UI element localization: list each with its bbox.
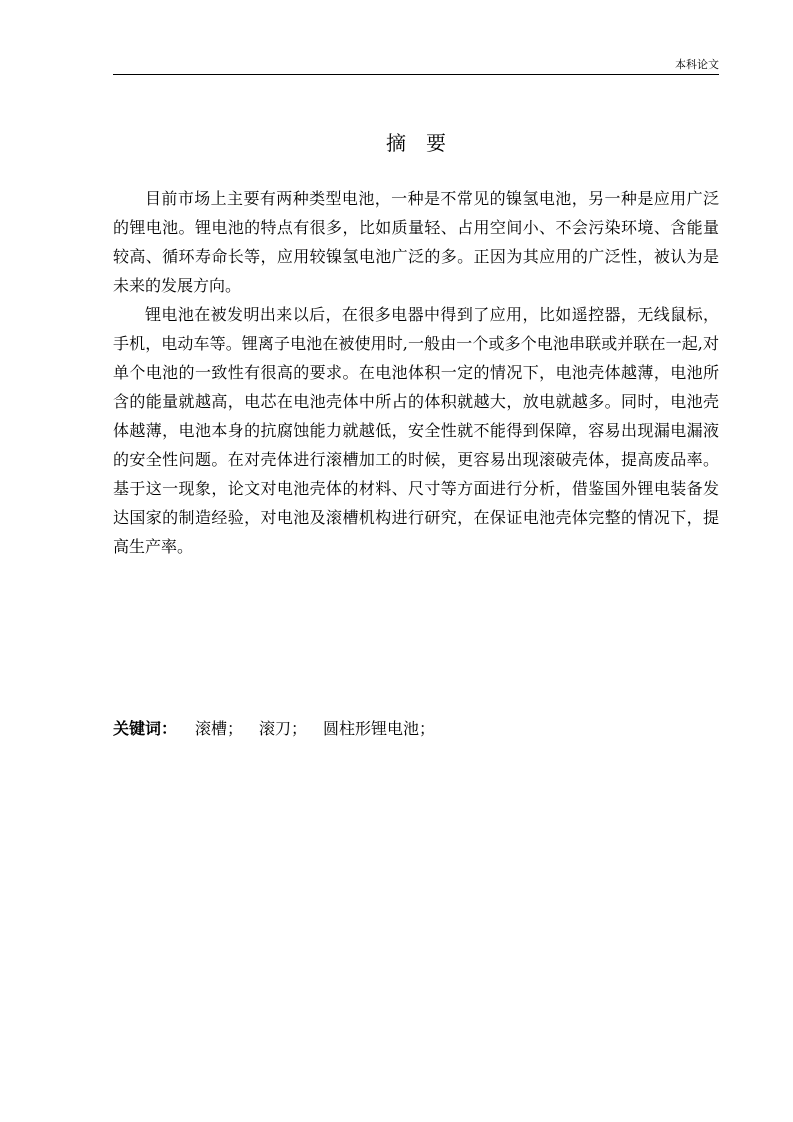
abstract-title: 摘 要 bbox=[386, 131, 446, 155]
keywords-label: 关键词： bbox=[113, 719, 178, 738]
abstract-body bbox=[113, 184, 719, 561]
keywords-line bbox=[113, 717, 719, 741]
abstract-paragraph-1: 目前市场上主要有两种类型电池，一种是不常见的镍氢电池，另一种是应用广泛的锂电池。锂电池的特点有很多，比如质量轻、占用空间小、不会污染环境、含能量较高、循环寿命长等，应用较镍氢电池广泛的多。正因为其应用的广泛性，被认为是未来的发展方向。 bbox=[113, 189, 719, 295]
running-header bbox=[113, 58, 719, 75]
keyword-item: 滚刀； bbox=[259, 719, 308, 738]
abstract-paragraph-2: 锂电池在被发明出来以后，在很多电器中得到了应用，比如遥控器，无线鼠标，手机，电动车等。锂离子电池在被使用时,一般由一个或多个电池串联或并联在一起,对单个电池的一致性有很高的要求。在电池体积一定的情况下，电池壳体越薄，电池所含的能量就越高，电芯在电池壳体中所占的体积就越大，放电就越多。同时，电池壳体越薄，电池本身的抗腐蚀能力就越低，安全性就不能得到保障，容易出现漏电漏液的安全性问题。在对壳体进行滚槽加工的时候，更容易出现滚破壳体，提高废品率。基于这一现象，论文对电池壳体的材料、尺寸等方面进行分析，借鉴国外锂电装备发达国家的制造经验，对电池及滚槽机构进行研究，在保证电池壳体完整的情况下，提高生产率。 bbox=[113, 305, 719, 556]
keyword-item: 圆柱形锂电池； bbox=[323, 719, 436, 738]
running-header-title: 本科论文 bbox=[675, 58, 719, 71]
keyword-item: 滚槽； bbox=[195, 719, 244, 738]
